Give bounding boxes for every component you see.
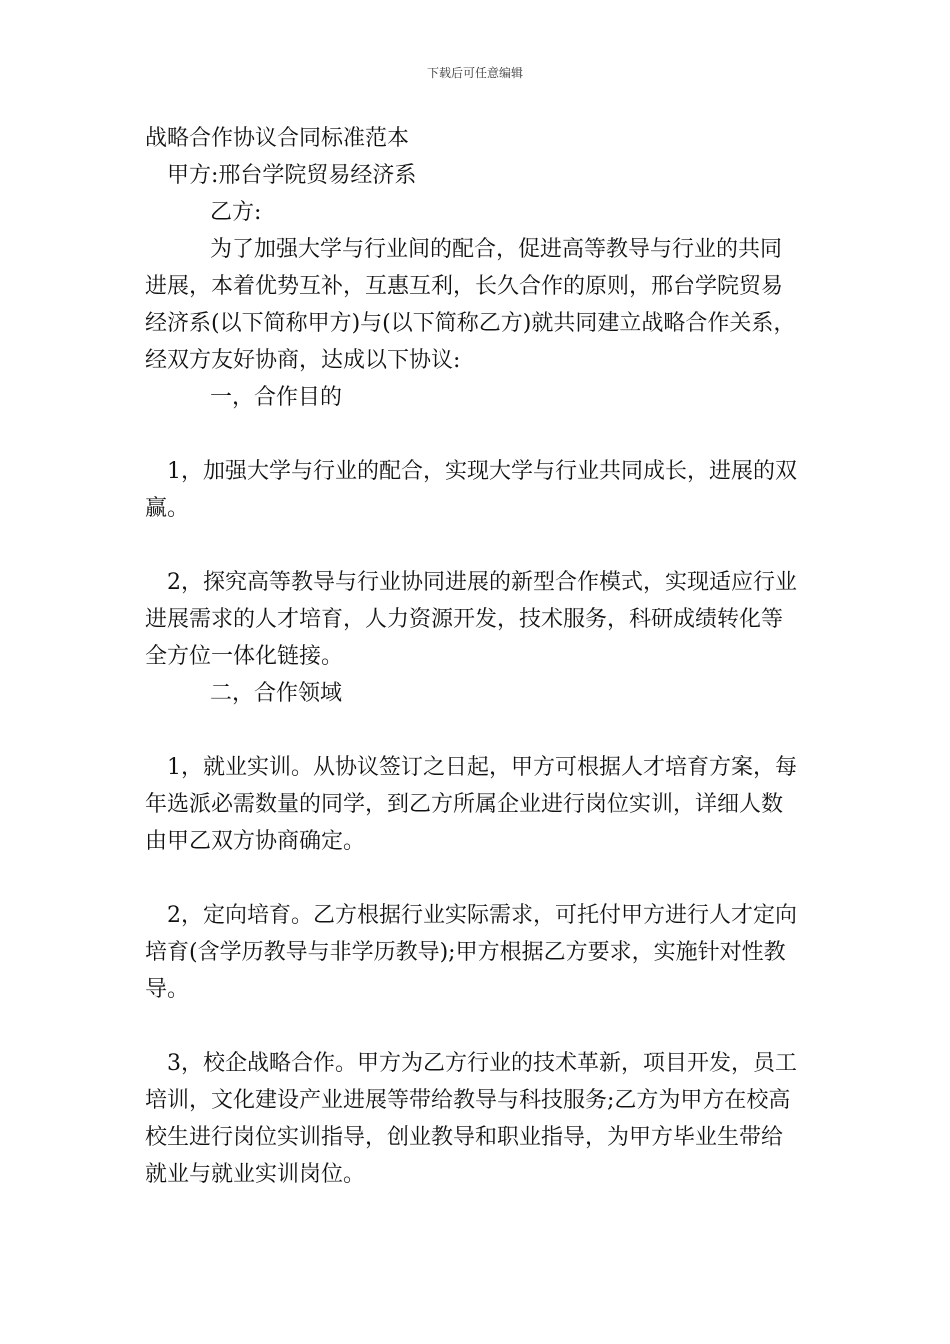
document-title: 战略合作协议合同标准范本	[145, 126, 410, 151]
field-item-line: 培育(含学历教导与非学历教导);甲方根据乙方要求，实施针对性教	[145, 940, 786, 965]
intro-line: 经双方友好协商，达成以下协议:	[145, 348, 461, 373]
field-item-line: 由甲乙双方协商确定。	[145, 829, 366, 854]
party-a: 甲方:邢台学院贸易经济系	[167, 163, 417, 188]
section-heading-purpose: 一，合作目的	[210, 385, 343, 410]
purpose-item-line: 2，探究高等教导与行业协同进展的新型合作模式，实现适应行业	[167, 570, 797, 595]
spacer	[145, 1008, 810, 1045]
section-heading-fields: 二，合作领域	[210, 681, 343, 706]
field-item-line: 校生进行岗位实训指导，创业教导和职业指导，为甲方毕业生带给	[145, 1125, 784, 1150]
spacer	[145, 712, 810, 749]
field-item-line: 年选派必需数量的同学，到乙方所属企业进行岗位实训，详细人数	[145, 792, 784, 817]
field-item-line: 1，就业实训。从协议签订之日起，甲方可根据人才培育方案，每	[167, 755, 797, 780]
intro-line: 为了加强大学与行业间的配合，促进高等教导与行业的共同	[210, 237, 783, 262]
intro-line: 进展，本着优势互补，互惠互利，长久合作的原则，邢台学院贸易	[145, 274, 784, 299]
field-item-line: 培训，文化建设产业进展等带给教导与科技服务;乙方为甲方在校高	[145, 1088, 791, 1113]
spacer	[145, 527, 810, 564]
document-body	[145, 120, 810, 1193]
party-b: 乙方:	[210, 200, 262, 225]
purpose-item-line: 1，加强大学与行业的配合，实现大学与行业共同成长，进展的双	[167, 459, 797, 484]
spacer	[145, 416, 810, 453]
field-item-line: 2，定向培育。乙方根据行业实际需求，可托付甲方进行人才定向	[167, 903, 797, 928]
purpose-item-line: 进展需求的人才培育，人力资源开发，技术服务，科研成绩转化等	[145, 607, 784, 632]
field-item-line: 导。	[145, 977, 190, 1002]
purpose-item-line: 全方位一体化链接。	[145, 644, 344, 669]
purpose-item-line: 赢。	[145, 496, 190, 521]
intro-line: 经济系(以下简称甲方)与(以下简称乙方)就共同建立战略合作关系，	[145, 311, 796, 336]
field-item-line: 3，校企战略合作。甲方为乙方行业的技术革新，项目开发，员工	[167, 1051, 797, 1076]
header-note: 下载后可任意编辑	[426, 66, 523, 80]
field-item-line: 就业与就业实训岗位。	[145, 1162, 366, 1187]
spacer	[145, 860, 810, 897]
